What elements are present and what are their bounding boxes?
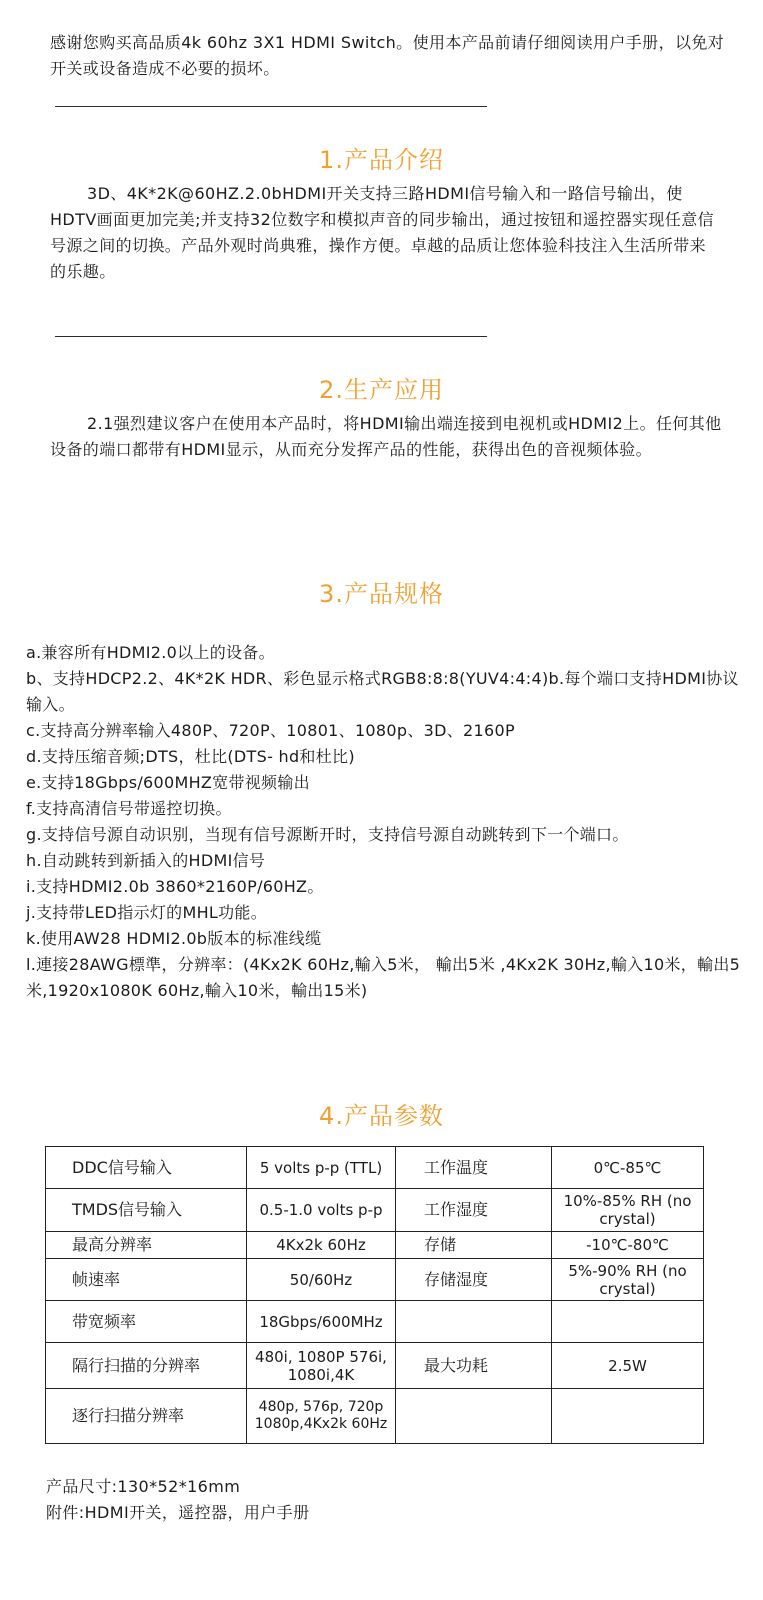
param-value: 480i, 1080P 576i, 1080i,4K <box>247 1343 396 1389</box>
param-label: 工作湿度 <box>396 1189 552 1232</box>
table-row <box>46 1389 704 1444</box>
section-title-params: 4.产品参数 <box>319 1102 444 1130</box>
spec-item: f.支持高清信号带遥控切换。 <box>26 799 232 818</box>
param-label <box>396 1301 552 1343</box>
introduction-body: 3D、4K*2K@60HZ.2.0bHDMI开关支持三路HDMI信号输入和一路信号输出，使HDTV画面更加完美;并支持32位数字和模拟声音的同步输出，通过按钮和遥控器实现任意信号源之间的切换。产品外观时尚典雅，操作方便。卓越的品质让您体验科技注入生活所带来的乐趣。 <box>50 184 715 281</box>
spec-item: g.支持信号源自动识别，当现有信号源断开时，支持信号源自动跳转到下一个端口。 <box>26 825 629 844</box>
spec-item: h.自动跳转到新插入的HDMI信号 <box>26 851 266 870</box>
param-label: 逐行扫描分辨率 <box>46 1389 247 1444</box>
param-label: 最大功耗 <box>396 1343 552 1389</box>
params-table <box>45 1146 704 1444</box>
param-value: 480p, 576p, 720p 1080p,4Kx2k 60Hz <box>247 1389 396 1444</box>
table-row <box>46 1147 704 1189</box>
param-value: 0℃-85℃ <box>552 1147 704 1189</box>
param-label: 最高分辨率 <box>46 1232 247 1259</box>
param-value <box>552 1301 704 1343</box>
param-value: 4Kx2k 60Hz <box>247 1232 396 1259</box>
param-value <box>552 1389 704 1444</box>
param-label: 存储 <box>396 1232 552 1259</box>
accessories: 附件:HDMI开关，遥控器，用户手册 <box>46 1503 310 1522</box>
spec-item: e.支持18Gbps/600MHZ宽带视频输出 <box>26 773 310 792</box>
param-value: -10℃-80℃ <box>552 1232 704 1259</box>
spec-item: j.支持带LED指示灯的MHL功能。 <box>26 903 268 922</box>
table-row <box>46 1232 704 1259</box>
param-value: 50/60Hz <box>247 1259 396 1301</box>
spec-item: i.支持HDMI2.0b 3860*2160P/60HZ。 <box>26 877 324 896</box>
application-body: 2.1强烈建议客户在使用本产品时，将HDMI输出端连接到电视机或HDMI2上。任何其他设备的端口都带有HDMI显示，从而充分发挥产品的性能，获得出色的音视频体验。 <box>50 414 722 459</box>
divider <box>55 106 487 107</box>
param-label: 带宽频率 <box>46 1301 247 1343</box>
product-size: 产品尺寸:130*52*16mm <box>46 1477 241 1496</box>
spec-item: b、支持HDCP2.2、4K*2K HDR、彩色显示格式RGB8:8:8(YUV4:4:4)b.每个端口支持HDMI协议输入。 <box>26 669 739 714</box>
section-title-specs: 3.产品规格 <box>319 580 444 608</box>
spec-item: k.使用AW28 HDMI2.0b版本的标准线缆 <box>26 929 322 948</box>
param-label: 隔行扫描的分辨率 <box>46 1343 247 1389</box>
param-value: 10%-85% RH (no crystal) <box>552 1189 704 1232</box>
param-label: 工作温度 <box>396 1147 552 1189</box>
param-value: 5 volts p-p (TTL) <box>247 1147 396 1189</box>
table-row <box>46 1189 704 1232</box>
param-value: 0.5-1.0 volts p-p <box>247 1189 396 1232</box>
param-value: 18Gbps/600MHz <box>247 1301 396 1343</box>
table-row <box>46 1259 704 1301</box>
divider <box>55 336 487 337</box>
section-title-application: 2.生产应用 <box>319 376 444 404</box>
intro-text: 感谢您购买高品质4k 60hz 3X1 HDMI Switch。使用本产品前请仔细阅读用户手册，以免对开关或设备造成不必要的损坏。 <box>50 33 725 78</box>
param-label: 存储湿度 <box>396 1259 552 1301</box>
spec-list <box>26 640 746 1004</box>
spec-item: c.支持高分辨率输入480P、720P、10801、1080p、3D、2160P <box>26 721 515 740</box>
table-row <box>46 1301 704 1343</box>
param-label <box>396 1389 552 1444</box>
spec-item: d.支持压缩音频;DTS，杜比(DTS- hd和杜比) <box>26 747 355 766</box>
param-label: DDC信号输入 <box>46 1147 247 1189</box>
param-value: 2.5W <box>552 1343 704 1389</box>
spec-item: a.兼容所有HDMI2.0以上的设备。 <box>26 643 275 662</box>
param-label: 帧速率 <box>46 1259 247 1301</box>
section-title-introduction: 1.产品介绍 <box>319 146 444 174</box>
spec-item: l.連接28AWG標準，分辨率：(4Kx2K 60Hz,輸入5米， 輸出5米 ,4Kx2K 30Hz,輸入10米，輸出5米,1920x1080K 60Hz,輸入10米，輸出15米) <box>26 955 741 1000</box>
param-value: 5%-90% RH (no crystal) <box>552 1259 704 1301</box>
table-row <box>46 1343 704 1389</box>
param-label: TMDS信号输入 <box>46 1189 247 1232</box>
